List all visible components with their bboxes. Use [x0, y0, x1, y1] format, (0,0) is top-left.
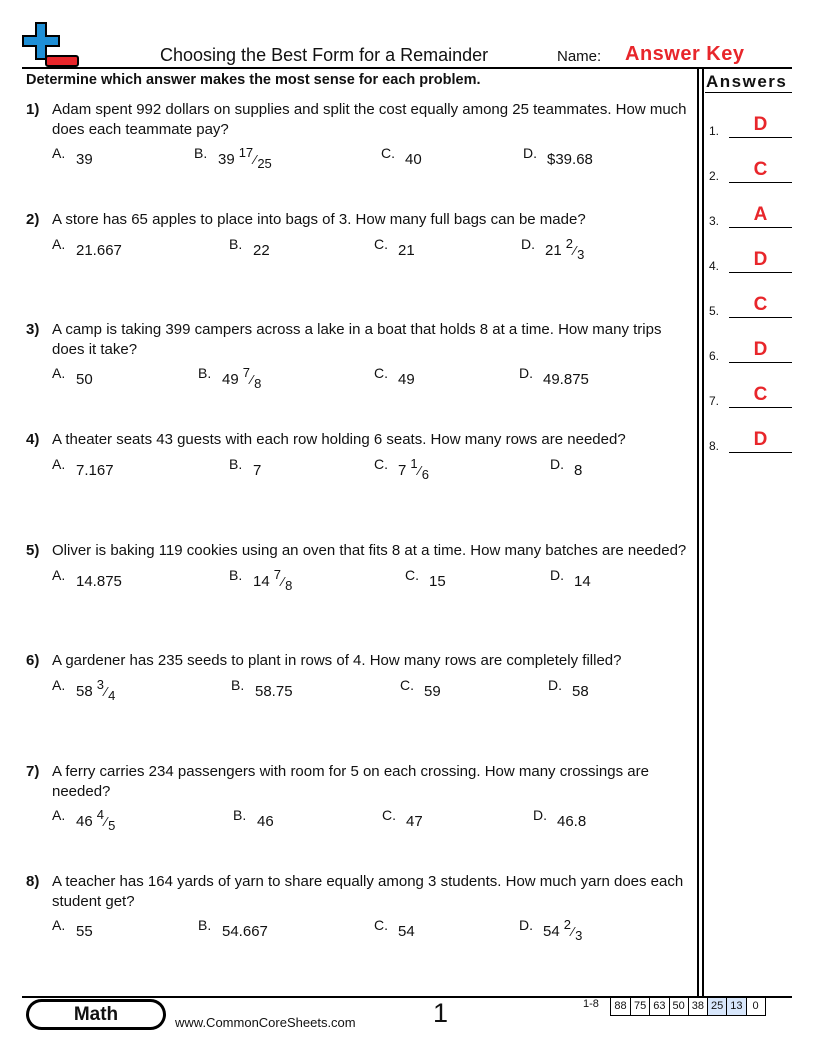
answer-number: 4.: [709, 259, 720, 273]
website-link[interactable]: www.CommonCoreSheets.com: [175, 1015, 356, 1030]
choice-letter: B.: [229, 566, 243, 583]
problem-question: [26, 100, 696, 139]
choice-value: 21: [398, 241, 415, 259]
choice-value: 7.167: [76, 461, 114, 479]
choice-letter: C.: [374, 917, 388, 933]
choice-letter: A.: [52, 455, 66, 472]
choice-letter: D.: [550, 455, 564, 472]
problem: [26, 430, 696, 482]
score-cell: 25: [707, 998, 726, 1015]
answer-row: [709, 114, 792, 138]
answer-letter: A: [753, 204, 768, 225]
choice-value: 47: [406, 813, 423, 830]
choice-letter: A.: [52, 807, 66, 823]
problem: [26, 100, 696, 171]
answer-blank[interactable]: [729, 317, 792, 318]
problem: [26, 872, 696, 943]
choice-value: 40: [405, 151, 422, 168]
choice-mixed-number: [543, 917, 583, 943]
problem-number: 4): [26, 431, 40, 448]
problem-question: [26, 210, 696, 230]
choice-letter: A.: [52, 566, 66, 583]
answer-row: [709, 249, 792, 273]
answer-row: [709, 204, 792, 228]
fraction-denominator: 25: [257, 156, 272, 171]
problem-text: A theater seats 43 guests with each row holding 6 seats. How many rows are needed?: [52, 431, 626, 448]
fraction-whole: 54: [543, 923, 560, 940]
fraction-denominator: 5: [108, 818, 116, 833]
instructions: Determine which answer makes the most sense for each problem.: [26, 72, 481, 88]
problem: [26, 320, 696, 391]
answer-row: [709, 159, 792, 183]
score-range-label: 1-8: [583, 998, 599, 1010]
fraction-numerator: 7: [242, 365, 250, 380]
score-table: [610, 997, 766, 1016]
score-cell: 0: [746, 998, 765, 1015]
problem-text: A camp is taking 399 campers across a lake in a boat that holds 8 at a time. How many trips does it take?: [52, 321, 662, 358]
problem-text: Oliver is baking 119 cookies using an oven that fits 8 at a time. How many batches are needed?: [52, 542, 687, 559]
fraction-numerator: 3: [96, 676, 104, 692]
answer-choices: [26, 563, 696, 593]
choice-value: 49.875: [543, 371, 589, 388]
fraction-denominator: 8: [285, 577, 293, 593]
answer-number: 7.: [709, 394, 720, 408]
answer-blank[interactable]: [729, 272, 792, 273]
answer-number: 5.: [709, 304, 720, 318]
fraction-numerator: 7: [273, 566, 281, 582]
answer-letter: C: [753, 294, 768, 315]
problem-question: [26, 430, 696, 450]
fraction-whole: 39: [218, 151, 235, 168]
answer-column-divider: [697, 67, 699, 997]
choice-value: 15: [429, 572, 446, 590]
problem-question: [26, 651, 696, 671]
answer-letter: C: [753, 159, 768, 180]
choice-value: 22: [253, 241, 270, 259]
problem-number: 1): [26, 101, 40, 118]
choice-letter: B.: [231, 676, 245, 693]
fraction-whole: 58: [76, 682, 93, 700]
choice-letter: C.: [381, 145, 395, 161]
choice-letter: C.: [374, 365, 388, 381]
choice-letter: A.: [52, 676, 66, 693]
answer-column-divider-inner: [702, 67, 704, 997]
problem-question: [26, 541, 696, 561]
score-cell: 38: [688, 998, 707, 1015]
choice-letter: C.: [374, 235, 388, 252]
subject-badge: [26, 999, 166, 1030]
answer-key-label: Answer Key: [625, 43, 745, 65]
choice-value: 59: [424, 682, 441, 700]
answer-letter: D: [753, 114, 768, 135]
fraction-denominator: 3: [577, 246, 585, 262]
fraction-whole: 21: [545, 241, 562, 259]
answers-heading-underline: [705, 92, 792, 93]
choice-value: 54: [398, 923, 415, 940]
choice-letter: B.: [198, 917, 212, 933]
score-cell: 88: [614, 1000, 627, 1012]
answer-number: 2.: [709, 169, 720, 183]
problem-number: 3): [26, 321, 40, 338]
choice-letter: D.: [521, 235, 535, 252]
problem-text: A ferry carries 234 passengers with room for 5 on each crossing. How many crossings are needed?: [52, 763, 649, 800]
fraction-denominator: 8: [254, 376, 262, 391]
choice-mixed-number: [398, 455, 429, 482]
choice-letter: D.: [519, 917, 533, 933]
answer-letter: D: [753, 339, 768, 360]
choice-letter: A.: [52, 235, 66, 252]
choice-value: 8: [574, 461, 583, 479]
answer-blank[interactable]: [729, 227, 792, 228]
choice-value: 58: [572, 682, 589, 700]
score-cell: 63: [649, 998, 668, 1015]
answer-letter: D: [753, 429, 768, 450]
choice-letter: C.: [400, 676, 414, 693]
choice-letter: C.: [374, 455, 388, 472]
answer-choices: [26, 803, 696, 833]
problem-text: Adam spent 992 dollars on supplies and split the cost equally among 25 teammates. How much does each teammate pay?: [52, 101, 687, 138]
header-rule: [22, 67, 792, 69]
score-cell: 75: [630, 998, 649, 1015]
fraction-slash: ⁄: [573, 242, 577, 258]
fraction-slash: ⁄: [418, 462, 421, 478]
choice-letter: C.: [382, 807, 396, 823]
choice-letter: D.: [519, 365, 533, 381]
problem: [26, 762, 696, 833]
fraction-numerator: 2: [565, 235, 573, 251]
problem-number: 2): [26, 211, 40, 228]
page-number: 1: [433, 998, 449, 1028]
answer-choices: [26, 232, 696, 262]
choice-value: 50: [76, 371, 93, 388]
choice-value: 46.8: [557, 813, 587, 830]
choice-letter: A.: [52, 145, 66, 161]
choice-letter: B.: [198, 365, 212, 381]
plus-minus-logo-icon: [22, 22, 80, 68]
choice-letter: D.: [523, 145, 537, 161]
choice-mixed-number: [545, 235, 585, 262]
choice-value: 46: [257, 813, 274, 830]
fraction-whole: 49: [222, 371, 239, 388]
answer-number: 8.: [709, 439, 720, 453]
choice-letter: B.: [229, 235, 243, 252]
choice-value: 14: [574, 572, 591, 590]
choice-mixed-number: [76, 807, 116, 833]
choice-letter: B.: [233, 807, 247, 823]
worksheet-title: Choosing the Best Form for a Remainder: [160, 45, 489, 65]
answer-letter: D: [753, 249, 768, 270]
name-label: Name:: [557, 48, 602, 65]
answer-letter: C: [753, 384, 768, 405]
choice-value: 39: [76, 151, 93, 168]
fraction-slash: ⁄: [254, 152, 257, 167]
answer-choices: [26, 452, 696, 482]
answer-row: [709, 339, 792, 363]
problem-number: 6): [26, 652, 40, 669]
fraction-whole: 14: [253, 572, 270, 590]
problem-text: A gardener has 235 seeds to plant in rows of 4. How many rows are completely filled?: [52, 652, 622, 669]
answer-choices: [26, 673, 696, 703]
choice-letter: D.: [548, 676, 562, 693]
fraction-numerator: 2: [563, 917, 571, 932]
choice-letter: B.: [194, 145, 208, 161]
problem-number: 5): [26, 542, 40, 559]
score-cell: 13: [726, 998, 745, 1015]
choice-letter: A.: [52, 365, 66, 381]
choice-value: 21.667: [76, 241, 122, 259]
choice-value: 58.75: [255, 682, 293, 700]
answer-number: 6.: [709, 349, 720, 363]
fraction-whole: 7: [398, 461, 407, 479]
problem-number: 7): [26, 763, 40, 780]
problem-text: A teacher has 164 yards of yarn to share equally among 3 students. How much yarn does each student get?: [52, 873, 684, 910]
answer-blank[interactable]: [729, 407, 792, 408]
answer-choices: [26, 913, 696, 943]
score-cell: 50: [669, 998, 688, 1015]
answer-row: [709, 294, 792, 318]
choice-letter: A.: [52, 917, 66, 933]
answer-blank[interactable]: [729, 452, 792, 453]
choice-value: 14.875: [76, 572, 122, 590]
answer-choices: [26, 361, 696, 391]
problem-question: [26, 320, 696, 359]
answers-heading: Answers: [706, 72, 788, 91]
answer-number: 1.: [709, 124, 720, 138]
choice-value: 55: [76, 923, 93, 940]
answer-row: [709, 384, 792, 408]
choice-mixed-number: [218, 145, 272, 171]
fraction-slash: ⁄: [104, 683, 108, 699]
fraction-whole: 46: [76, 813, 93, 830]
problem-question: [26, 762, 696, 801]
answer-choices: [26, 141, 696, 171]
choice-value: 7: [253, 461, 262, 479]
choice-mixed-number: [222, 365, 262, 391]
problem-number: 8): [26, 873, 40, 890]
fraction-slash: ⁄: [281, 573, 285, 589]
fraction-numerator: 4: [96, 807, 104, 822]
choice-mixed-number: [253, 566, 293, 593]
subject-label: Math: [29, 1002, 163, 1027]
fraction-slash: ⁄: [571, 924, 575, 939]
choice-letter: B.: [229, 455, 243, 472]
fraction-denominator: 4: [108, 687, 116, 703]
problem: [26, 651, 696, 703]
problem-text: A store has 65 apples to place into bags of 3. How many full bags can be made?: [52, 211, 586, 228]
choice-value: 54.667: [222, 923, 268, 940]
answer-number: 3.: [709, 214, 720, 228]
choice-letter: C.: [405, 566, 419, 583]
answer-blank[interactable]: [729, 362, 792, 363]
fraction-denominator: 6: [421, 466, 429, 482]
choice-letter: D.: [533, 807, 547, 823]
fraction-denominator: 3: [575, 928, 583, 943]
fraction-slash: ⁄: [250, 372, 254, 387]
answer-row: [709, 429, 792, 453]
problem: [26, 541, 696, 593]
answer-blank[interactable]: [729, 137, 792, 138]
choice-value: $39.68: [547, 151, 593, 168]
fraction-slash: ⁄: [104, 814, 108, 829]
problem: [26, 210, 696, 262]
fraction-numerator: 1: [410, 455, 418, 471]
fraction-numerator: 17: [238, 145, 254, 160]
answer-blank[interactable]: [729, 182, 792, 183]
problem-question: [26, 872, 696, 911]
choice-mixed-number: [76, 676, 116, 703]
choice-value: 49: [398, 371, 415, 388]
choice-letter: D.: [550, 566, 564, 583]
